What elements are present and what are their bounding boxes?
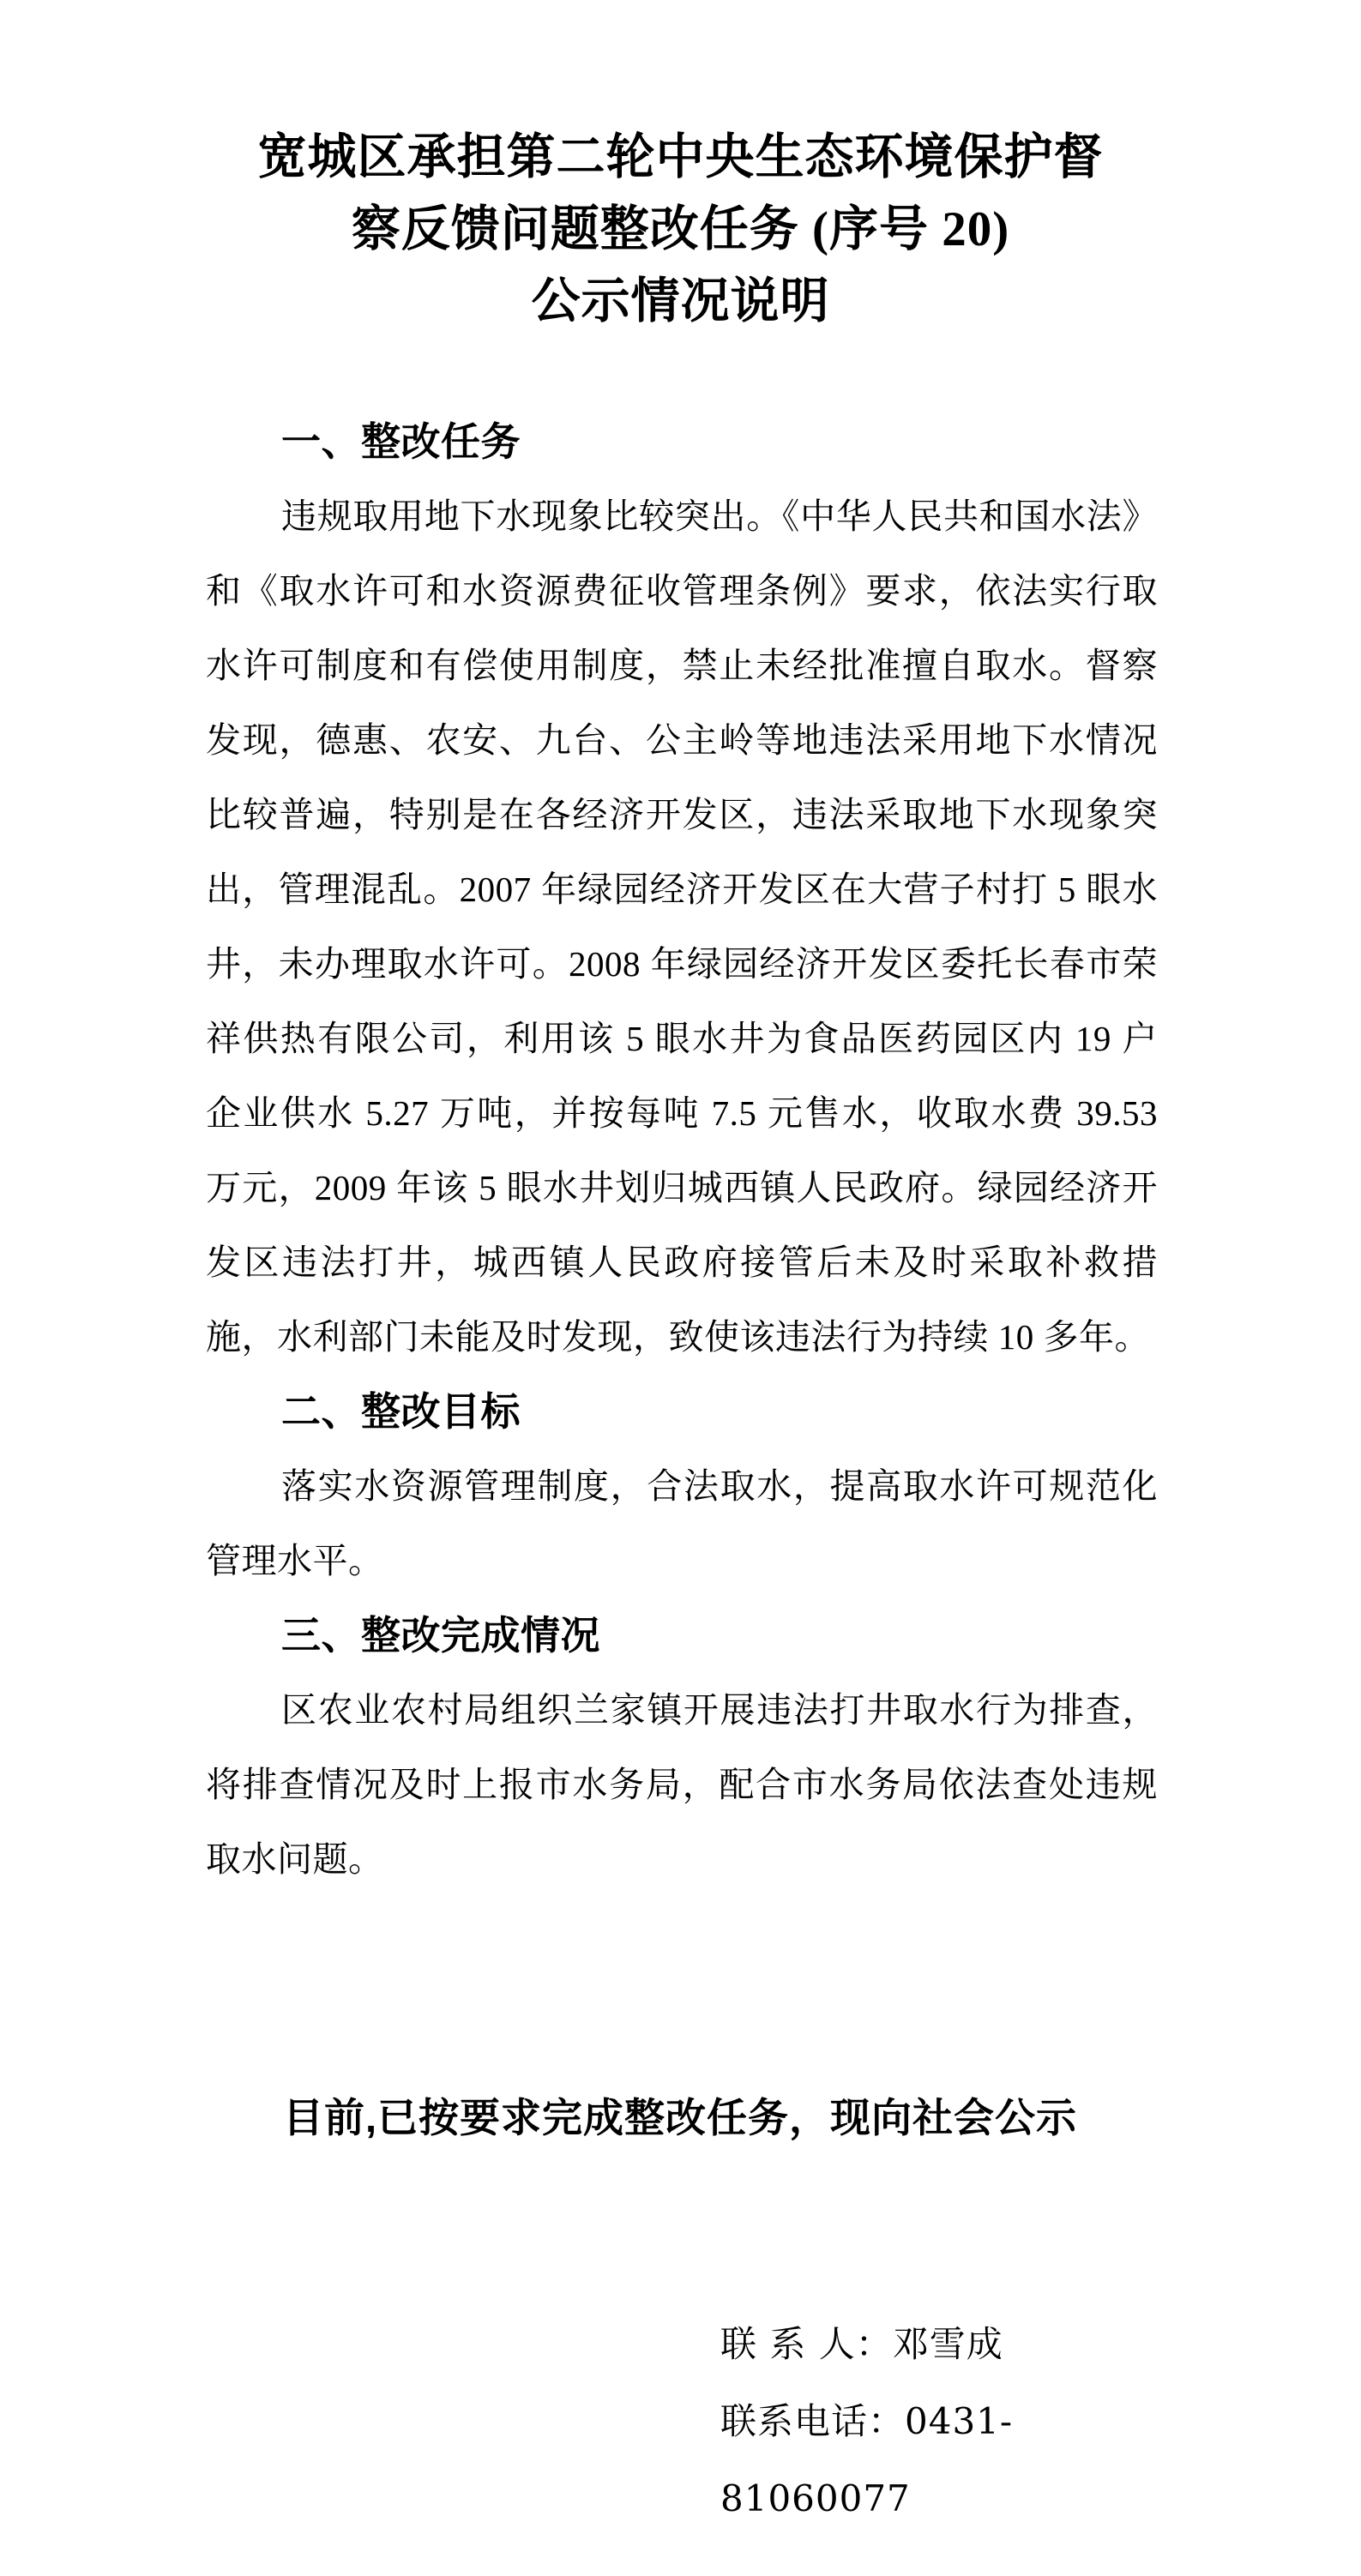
- contact-block: [206, 2306, 1158, 2519]
- document-body: [0, 405, 1361, 2519]
- para-1-line: 发区违法打井，城西镇人民政府接管后未及时采取补救措: [206, 1243, 1158, 1282]
- para-1-line: 企业供水 5.27 万吨，并按每吨 7.5 元售水，收取水费 39.53: [206, 1093, 1158, 1133]
- para-2-line: 落实水资源管理制度，合法取水，提高取水许可规范化: [281, 1466, 1158, 1507]
- para-1-line: 和《取水许可和水资源费征收管理条例》要求，依法实行取: [206, 571, 1158, 611]
- para-3-line: 取水问题。: [206, 1839, 384, 1880]
- para-1-line: 出，管理混乱。2007 年绿园经济开发区在大营子村打 5 眼水: [206, 870, 1158, 909]
- title-line-2: 察反馈问题整改任务 (序号 20): [351, 202, 1010, 256]
- section-3-heading: 三、整改完成情况: [281, 1613, 600, 1658]
- title-line-1: 宽城区承担第二轮中央生态环境保护督: [257, 130, 1104, 184]
- closing-statement: 目前,已按要求完成整改任务，现向社会公示: [283, 2095, 1078, 2140]
- section-1-heading: 一、整改任务: [281, 419, 521, 464]
- para-1-line: 施，水利部门未能及时发现，致使该违法行为持续 10 多年。: [206, 1317, 1150, 1357]
- para-2-line: 管理水平。: [206, 1540, 384, 1581]
- para-1-line: 比较普遍，特别是在各经济开发区，违法采取地下水现象突: [206, 795, 1158, 834]
- contact-person: 联 系 人：邓雪成: [720, 2323, 1003, 2365]
- document-title: [0, 122, 1361, 338]
- para-1-line: 水许可制度和有偿使用制度，禁止未经批准擅自取水。督察: [206, 646, 1158, 685]
- para-1-line: 万元，2009 年该 5 眼水井划归城西镇人民政府。绿园经济开: [206, 1168, 1158, 1207]
- para-1-line: 井，未办理取水许可。2008 年绿园经济开发区委托长春市荣: [206, 944, 1158, 984]
- section-2-heading: 二、整改目标: [281, 1389, 521, 1434]
- para-1-line: 祥供热有限公司，利用该 5 眼水井为食品医药园区内 19 户: [206, 1019, 1158, 1058]
- contact-phone: 联系电话：0431-81060077: [720, 2400, 1014, 2519]
- title-line-3: 公示情况说明: [531, 274, 830, 328]
- para-3-line: 将排查情况及时上报市水务局，配合市水务局依法查处违规: [206, 1764, 1158, 1805]
- para-1-line: 违规取用地下水现象比较突出。《中华人民共和国水法》: [281, 497, 1158, 536]
- para-1-line: 发现，德惠、农安、九台、公主岭等地违法采用地下水情况: [206, 720, 1158, 760]
- para-3-line: 区农业农村局组织兰家镇开展违法打井取水行为排查，: [281, 1689, 1158, 1730]
